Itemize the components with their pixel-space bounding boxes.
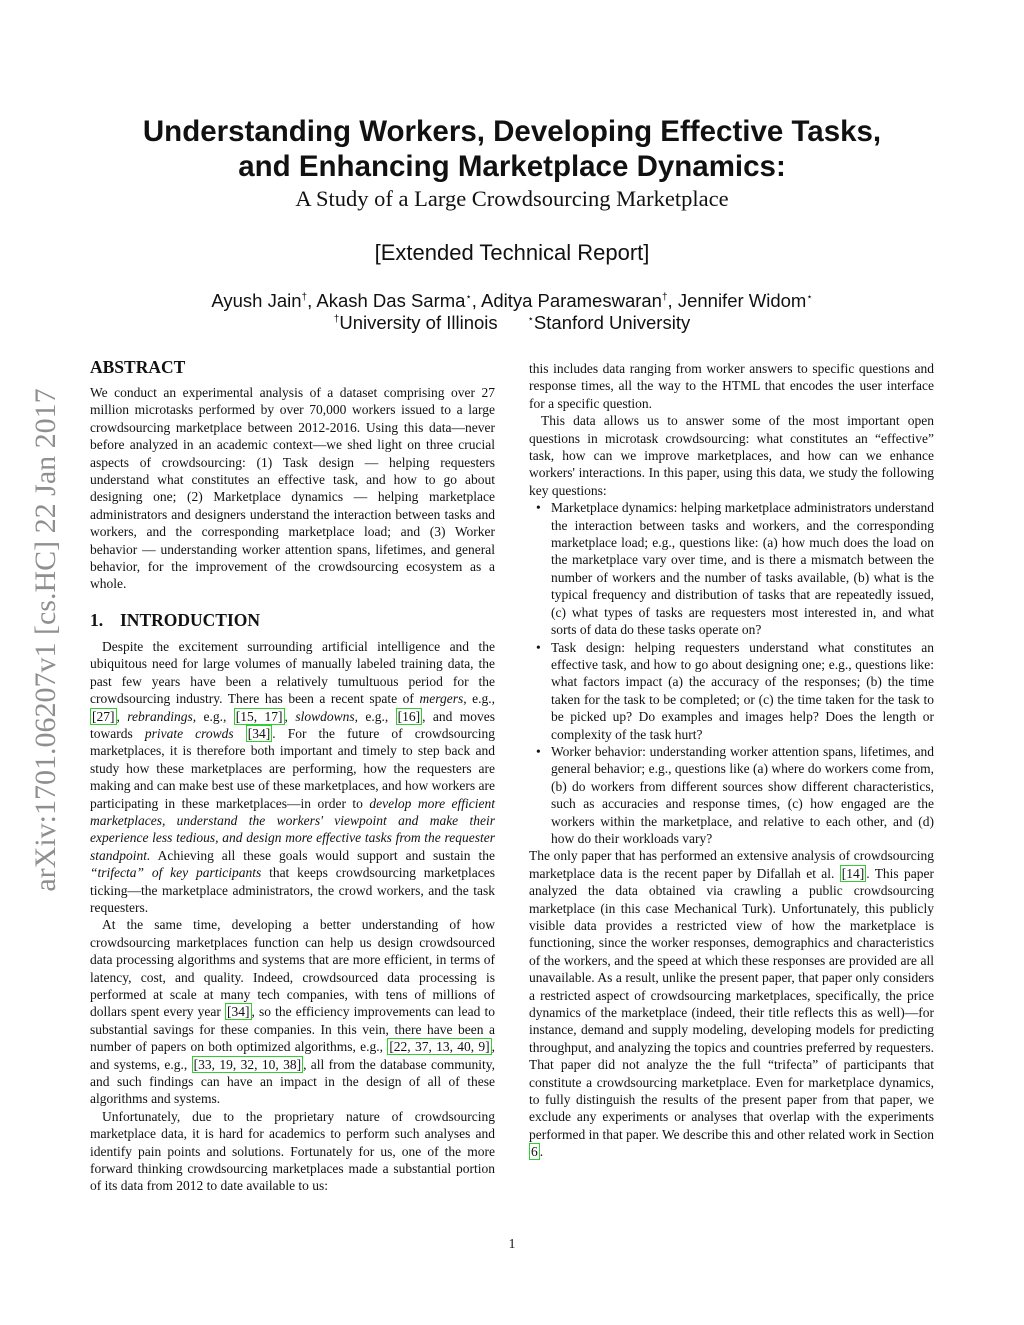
title-line-1: Understanding Workers, Developing Effective Tasks, (142, 115, 882, 148)
citation-link[interactable]: [16] (397, 708, 421, 724)
author: Akash Das Sarma⋆ (316, 290, 472, 311)
list-item: • Marketplace dynamics: helping marketplace administrators understand the interaction between tasks and workers, and the corresponding marketplace load; e.g., questions like: (a) how much does the load on the marketplace vary over time, and is there a mismatch between the number of workers and the number of tasks available, (b) what is the typical frequency and distribution of tasks that are repeatedly issued, (c) what types of tasks are requesters most interested in, and what sorts of data do these tasks operate on? (536, 500, 934, 638)
section-link[interactable]: 6 (531, 1144, 538, 1160)
right-paragraph-2: This data allows us to answer some of the most important open questions in microtask crowdsourcing: what constitutes an “effective” task, how can we improve marketplaces, and how can we enhance workers' interactions. In this paper, using this data, we study the following key questions: (529, 413, 934, 498)
right-paragraph-3: The only paper that has performed an extensive analysis of crowdsourcing marketplace data is the recent paper by Difallah et al. [14] . This paper analyzed the data obtained via crawling a public crowdsourcing marketplace (in this case Mechanical Turk). Unfortunately, this publicly visible data provides a restricted view of how the marketplace is functioning, since the worker responses, demographics and characteristics of the workers, and the speed at which these responses are provided are all unavailable. As a result, unlike the present paper, that paper only considers a restricted aspect of crowdsourcing marketplaces, specifically, the price dynamics of the marketplace (indeed, their title reflects this as well)—for instance, demand and supply modeling, developing models for predicting throughput, and analyzing the topics and countries preferred by requesters. That paper did not analyze the the full “trifecta” of participants that constitute a crowdsourcing marketplace. Even for marketplace dynamics, to fully distinguish the results of the present paper from that paper, we exclude any experiments or analyses that overlap with the experiments performed in that paper. We describe this and other related work in Section 6 . (529, 848, 934, 1160)
affiliations (0, 312, 1024, 334)
intro-paragraph-2: At the same time, developing a better understanding of how crowdsourcing marketplaces function can help us design crowdsourced data processing algorithms and systems that are more efficient, in terms of latency, cost, and quality. Indeed, crowdsourced data processing is performed at scale at many tech companies, with tens of millions of dollars spent every year [34] , so the efficiency improvements can lead to substantial savings for these companies. In this vein, there have been a number of papers on both optimized algorithms, e.g., [22, 37, 13, 40, 9] , and systems, e.g., [33, 19, 32, 10, 38] , all from the database community, and such findings can have an impact in the design of all of these algorithms and systems. (90, 917, 495, 1107)
citation-link[interactable]: [33, 19, 32, 10, 38] (193, 1056, 302, 1072)
page-number: 1 (508, 1236, 516, 1251)
intro-paragraph-1: Despite the excitement surrounding artificial intelligence and the ubiquitous need for large volumes of manually labeled training data, the past few years have been a relatively tumultuous period for the crowdsourcing industry. There has been a recent spate of mergers, e.g., [27] , rebrandings, e.g., [15, 17] , slowdowns, e.g., [16] , and moves towards private crowds [34] . For the future of crowdsourcing marketplaces, it is therefore both important and timely to step back and study how these marketplaces are performing, how the requesters are making and can make best use of these marketplaces, and how workers are participating in these marketplaces—in order to develop more efficient marketplaces, understand the workers' viewpoint and make their experience less tedious, and design more effective tasks from the requester standpoint. Achieving all these goals would support and sustain the “trifecta” of key participants that keeps crowdsourcing marketplaces ticking—the marketplace administrators, the crowd workers, and the task requesters. (90, 638, 495, 915)
citation-link[interactable]: [15, 17] (235, 708, 283, 724)
right-column (529, 360, 934, 1161)
citation-link[interactable]: [34] (247, 725, 271, 741)
abstract-heading: ABSTRACT (90, 357, 186, 377)
intro-heading (90, 609, 495, 631)
affiliation: †University of Illinois (333, 312, 498, 333)
bullet-icon: • (536, 639, 541, 655)
arxiv-identifier: arXiv:1701.06207v1 [cs.HC] 22 Jan 2017 (29, 388, 62, 892)
author: Ayush Jain† (211, 290, 308, 311)
citation-link[interactable]: [34] (227, 1004, 250, 1020)
list-item: • Worker behavior: understanding worker attention spans, lifetimes, and general behavior; e.g., questions like (a) where do workers come from, (b) do workers from different sources show different characteristics, such as accuracies and response times, (c) how engaged are the workers within the marketplace, and relative to each other, and (d) how do their workloads vary? (536, 743, 934, 846)
citation-link[interactable]: [14] (841, 865, 865, 881)
citation-link[interactable]: [27] (92, 708, 115, 724)
left-column (90, 356, 495, 1195)
section-number: 1. (90, 609, 104, 630)
bullet-icon: • (536, 500, 541, 516)
affiliation: ⋆Stanford University (527, 312, 691, 333)
list-item: • Task design: helping requesters understand what constitutes an effective task, and how to go about designing one; e.g., questions like: what factors impact (a) the accuracy of the responses; (b) the time taken for the task to be completed; or (c) the time taken for the task to be picked up? Do examples and images help? Does the length or complexity of the task hurt? (536, 639, 934, 742)
author-list: Ayush Jain†, Akash Das Sarma⋆, Aditya Parameswaran†, Jennifer Widom⋆ (211, 290, 813, 311)
section-title: INTRODUCTION (120, 609, 261, 630)
author: Aditya Parameswaran† (481, 290, 668, 311)
intro-paragraph-3: Unfortunately, due to the proprietary nature of crowdsourcing marketplace data, it is hard for academics to perform such analyses and identify pain points and solutions. Fortunately for us, one of the more forward thinking crowdsourcing marketplaces made a substantial portion of its data from 2012 to date available to us: (90, 1108, 495, 1194)
paper-subtitle: A Study of a Large Crowdsourcing Marketplace (295, 186, 729, 211)
report-label: [Extended Technical Report] (374, 240, 650, 265)
abstract-text: We conduct an experimental analysis of a dataset comprising over 27 million microtasks performed by over 70,000 workers issued to a large crowdsourcing marketplace between 2012-2016. Using this data—never before analyzed in an academic context—we shed light on three crucial aspects of crowdsourcing: (1) Task design — helping requesters understand what constitutes an effective task, and how to go about designing one; (2) Marketplace dynamics — helping marketplace administrators and designers understand the interaction between tasks and workers, and the corresponding marketplace load; and (3) Worker behavior — understanding worker attention spans, lifetimes, and general behavior, for the improvement of the crowdsourcing ecosystem as a whole. (90, 385, 495, 592)
key-questions-list (529, 499, 934, 847)
bullet-icon: • (536, 743, 541, 759)
author: Jennifer Widom⋆ (677, 290, 813, 311)
citation-link[interactable]: [22, 37, 13, 40, 9] (389, 1039, 490, 1055)
title-line-2: and Enhancing Marketplace Dynamics: (238, 150, 786, 183)
paper-title (0, 114, 1024, 184)
right-paragraph-1: this includes data ranging from worker answers to specific questions and response times, all the way to the HTML that encodes the user interface for a specific question. (529, 361, 934, 411)
